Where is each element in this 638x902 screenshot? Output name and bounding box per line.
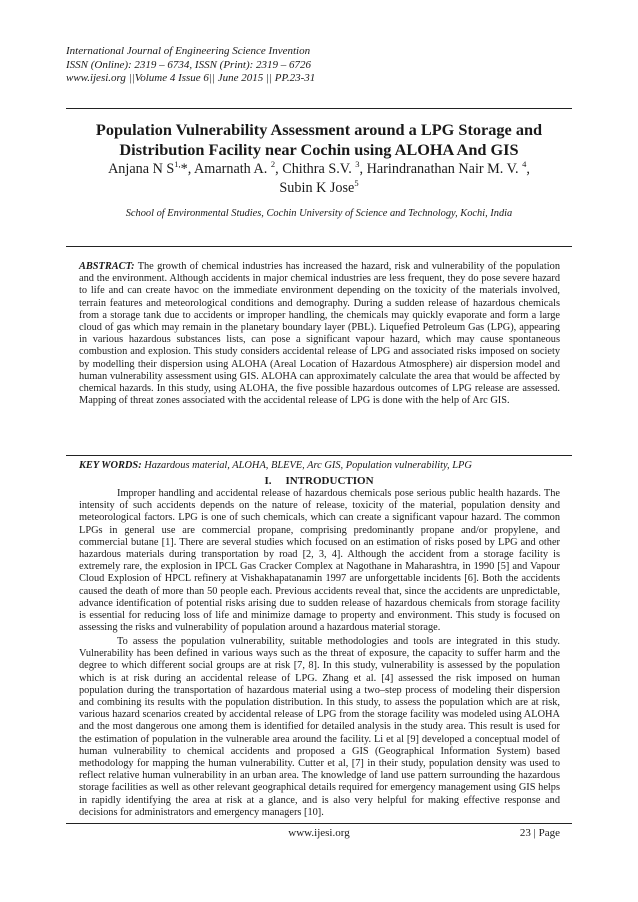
section-title: INTRODUCTION bbox=[285, 475, 374, 487]
page-number: 23 bbox=[519, 827, 531, 839]
journal-volume: www.ijesi.org ||Volume 4 Issue 6|| June 2015 || PP.23-31 bbox=[66, 72, 316, 84]
section-number: I. bbox=[264, 475, 272, 487]
journal-issn: ISSN (Online): 2319 – 6734, ISSN (Print): 2319 – 6726 bbox=[66, 58, 312, 71]
author-affil-marker: 3 bbox=[355, 159, 360, 169]
corresponding-author-marker: * bbox=[180, 161, 188, 177]
author-affil-marker: 4 bbox=[522, 159, 527, 169]
keywords-label: KEY WORDS: bbox=[79, 460, 142, 471]
author-name: Chithra S.V. bbox=[282, 161, 352, 177]
journal-header bbox=[66, 45, 566, 86]
body-paragraph: Improper handling and accidental release of hazardous chemicals pose serious public health hazards. The intensity of such accidents depends on the nature of release, toxicity of the material, population density and meteorological factors. LPG is one of such chemicals, which can create a significant vapour hazard. The common LPGs in general use are commercial propane, comprising predominantly propane and/or propylene, and commercial butane [1]. There are several studies which focused on an estimation of risks posed by LPG and other hazardous materials during transportation by road [2, 3, 4]. Although the accident from a storage facility is extremely rare, the explosion in IPCL Gas Cracker Complex at Nagothane in Maharashtra, in 1990 [5] and Vapour Cloud Explosion of HPCL refinery at Vishakhapatanamin 1997 are unforgettable incidents [6]. Both the accidents caused the death of more than 50 people each. Previous accidents reveal that, since the accidents are unpredictable, advance identification of potential risks arising due to sudden release of hazardous chemicals from storage facility is essential for reducing loss of life and minimize damage to property and environment. This study is focused on assessing the risks and vulnerability of population around a hazardous material storage. bbox=[79, 488, 560, 634]
section-heading bbox=[66, 475, 572, 487]
author-name: Harindranathan Nair M. V. bbox=[366, 161, 519, 177]
author-name: Amarnath A. bbox=[194, 161, 268, 177]
author-affil-marker: 1, bbox=[174, 159, 181, 169]
abstract bbox=[79, 261, 560, 407]
keywords-text: Hazardous material, ALOHA, BLEVE, Arc GIS, Population vulnerability, LPG bbox=[144, 460, 472, 471]
footer-rule bbox=[66, 823, 572, 824]
page-label: Page bbox=[538, 827, 560, 839]
author-name: Anjana N S bbox=[108, 161, 175, 177]
author-affil-marker: 2 bbox=[270, 159, 276, 169]
paper-title: Population Vulnerability Assessment around a LPG Storage and Distribution Facility near Cochin using ALOHA And GIS bbox=[95, 120, 543, 159]
footer-url: www.ijesi.org bbox=[288, 827, 350, 839]
body-paragraph: To assess the population vulnerability, suitable methodologies and tools are integrated in this study. Vulnerability has been defined in various ways such as the threat of exposure, the capacity to suffer harm and the degree to which different social groups are at risk [7, 8]. In this study, vulnerability is assessed by the population which is at risk during an accidental release of LPG. Zhang et al. [4] assessed the risk imposed on human population during the transportation of hazardous material using a two–step process of modeling their dispersion and combining its results with the population distribution. In this study, to assess the population which are at risk, various hazard scenarios created by accidental release of LPG from the storage facility was modeled using ALOHA and the most dangerous one among them is identified for detailed analysis in the study area. This result is used for the estimation of population in the vulnerable area around the facility. Li et al [9] developed a conceptual model of human vulnerability to chemical accidents and proposed a GIS (Geographical Information System) based methodology for mapping the human vulnerability. Cutter et al, [7] in their study, population density was used to reflect relative human vulnerability in an urban area. The knowledge of land use pattern surrounding the hazardous storage facilities as well as other relevant geographical details required for emergency management using GIS helps in rapidly identifying the area at risk at a glance, and is also very helpful for making effective response and decisions for administrators and emergency managers [10]. bbox=[79, 636, 560, 818]
abstract-bottom-rule bbox=[66, 455, 572, 456]
affiliation: School of Environmental Studies, Cochin University of Science and Technology, Kochi, India bbox=[125, 208, 513, 219]
abstract-top-rule bbox=[66, 246, 572, 247]
keywords bbox=[79, 460, 579, 472]
abstract-text: The growth of chemical industries has increased the hazard, risk and vulnerability of the population and the environment. Although accidents in major chemical industries are less frequent, they do pose severe hazard to life and can create havoc on the immediate environment depending on the toxicity of the materials involved, terrain features and meteorological conditions and demography. During a sudden release of hazardous chemicals from a storage tank due to accidents or improper handling, the chemicals may quickly evaporate and form a large cloud of gas which may remain in the planetary boundary layer (PBL). Liquefied Petroleum Gas (LPG), appearing in various hazardous substances lists, can pose a significant vapour hazard, which may cause spontaneous combustion and explosion. This study considers accidental release of LPG and associated risks imposed on society by modelling their dispersion using ALOHA (Areal Location of Hazardous Atmosphere) air dispersion model and human vulnerability assessment using GIS. ALOHA can approximately calculate the area that would be affected by chemical hazards. In this study, using ALOHA, the five possible hazardous outcomes of LPG release are assessed. Mapping of threat zones associated with the accidental release of LPG is done with the help of Arc GIS. bbox=[79, 261, 560, 407]
author-affil-marker: 5 bbox=[354, 178, 359, 188]
author-list: Anjana N $S^{1,}*$, Amarnath A. $^2$, Chithra S.V. $^3$, Harindranathan Nair M. V. $^4$, Subin K Jose$^5$ bbox=[108, 159, 530, 196]
footer-page-number: 23 | Page bbox=[519, 827, 560, 839]
abstract-label: ABSTRACT: bbox=[79, 261, 135, 272]
author-name: Subin K Jose bbox=[279, 180, 355, 196]
header-rule bbox=[66, 108, 572, 109]
journal-name: International Journal of Engineering Science Invention bbox=[66, 45, 311, 57]
